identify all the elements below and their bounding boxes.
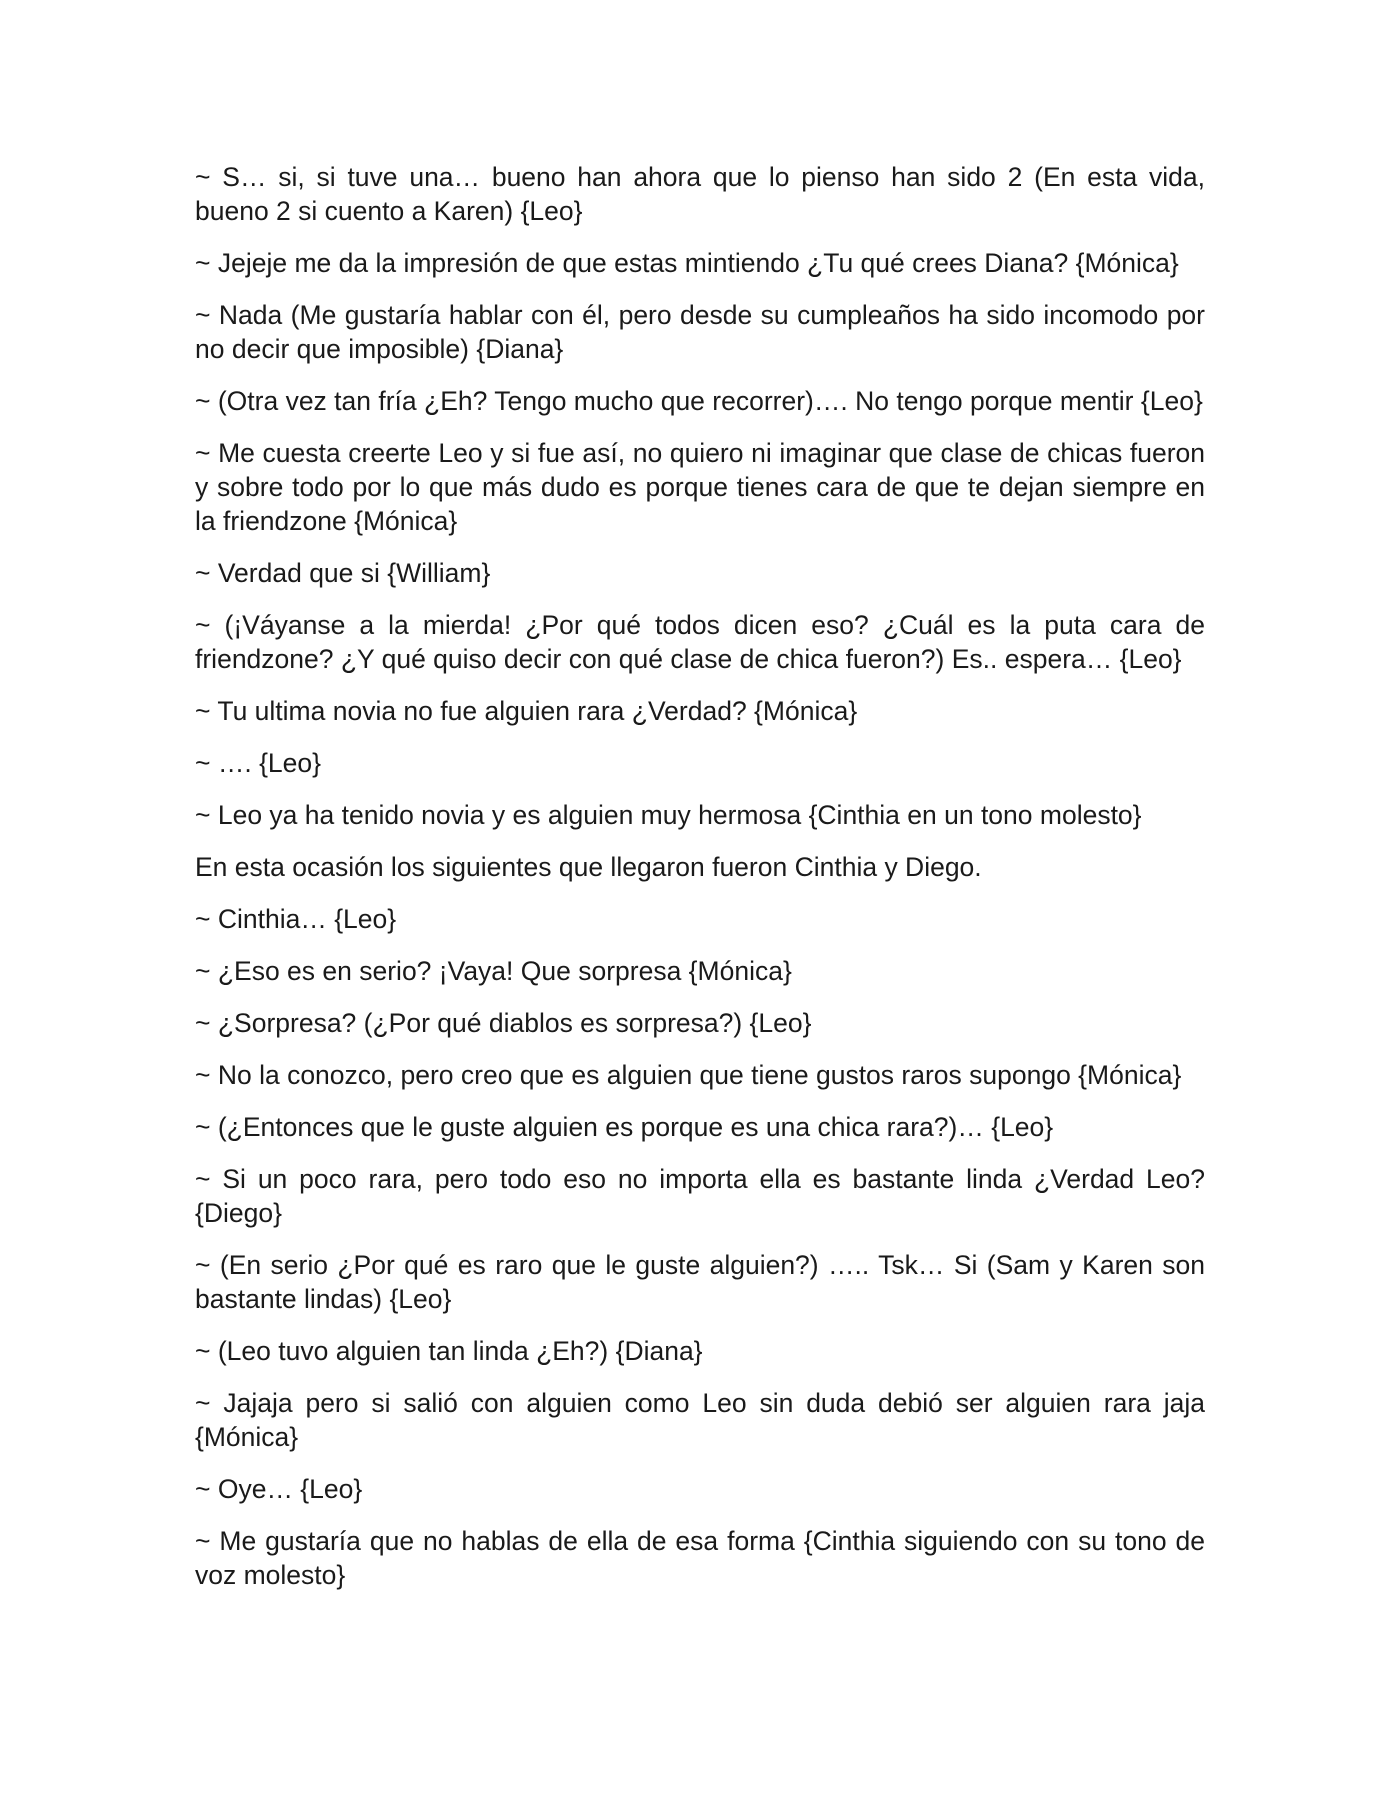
paragraph: ~ No la conozco, pero creo que es alguien que tiene gustos raros supongo {Mónica} xyxy=(195,1060,1182,1090)
paragraph: ~ Oye… {Leo} xyxy=(195,1474,363,1504)
paragraph: ~ Verdad que si {William} xyxy=(195,558,491,588)
paragraph: ~ ¿Eso es en serio? ¡Vaya! Que sorpresa {Mónica} xyxy=(195,956,792,986)
paragraph: ~ Leo ya ha tenido novia y es alguien muy hermosa {Cinthia en un tono molesto} xyxy=(195,800,1142,830)
paragraph: ~ Me gustaría que no hablas de ella de esa forma {Cinthia siguiendo con su tono de voz molesto} xyxy=(195,1526,1205,1590)
paragraph: ~ (En serio ¿Por qué es raro que le guste alguien?) ….. Tsk… Si (Sam y Karen son bastante lindas) {Leo} xyxy=(195,1250,1205,1314)
paragraph: ~ (Leo tuvo alguien tan linda ¿Eh?) {Diana} xyxy=(195,1336,703,1366)
paragraph: ~ Jejeje me da la impresión de que estas mintiendo ¿Tu qué crees Diana? {Mónica} xyxy=(195,248,1179,278)
paragraph: ~ (¡Váyanse a la mierda! ¿Por qué todos dicen eso? ¿Cuál es la puta cara de friendzone? ¿Y qué quiso decir con qué clase de chica fueron?) Es.. espera… {Leo} xyxy=(195,610,1205,674)
paragraph: ~ Cinthia… {Leo} xyxy=(195,904,397,934)
paragraph: ~ Me cuesta creerte Leo y si fue así, no quiero ni imaginar que clase de chicas fueron y sobre todo por lo que más dudo es porque tienes cara de que te dejan siempre en la friendzone {Mónica} xyxy=(195,438,1205,536)
narration-paragraph: En esta ocasión los siguientes que llegaron fueron Cinthia y Diego. xyxy=(195,852,982,882)
document-page xyxy=(195,160,1205,1610)
paragraph: ~ …. {Leo} xyxy=(195,748,321,778)
paragraph: ~ Jajaja pero si salió con alguien como Leo sin duda debió ser alguien rara jaja {Mónica} xyxy=(195,1388,1205,1452)
paragraph: ~ (¿Entonces que le guste alguien es porque es una chica rara?)… {Leo} xyxy=(195,1112,1054,1142)
paragraph: ~ S… si, si tuve una… bueno han ahora que lo pienso han sido 2 (En esta vida, bueno 2 si cuento a Karen) {Leo} xyxy=(195,162,1205,226)
paragraph: ~ ¿Sorpresa? (¿Por qué diablos es sorpresa?) {Leo} xyxy=(195,1008,812,1038)
paragraph: ~ Si un poco rara, pero todo eso no importa ella es bastante linda ¿Verdad Leo? {Diego} xyxy=(195,1164,1205,1228)
paragraph: ~ (Otra vez tan fría ¿Eh? Tengo mucho que recorrer)…. No tengo porque mentir {Leo} xyxy=(195,386,1203,416)
paragraph: ~ Tu ultima novia no fue alguien rara ¿Verdad? {Mónica} xyxy=(195,696,858,726)
paragraph: ~ Nada (Me gustaría hablar con él, pero desde su cumpleaños ha sido incomodo por no decir que imposible) {Diana} xyxy=(195,300,1205,364)
